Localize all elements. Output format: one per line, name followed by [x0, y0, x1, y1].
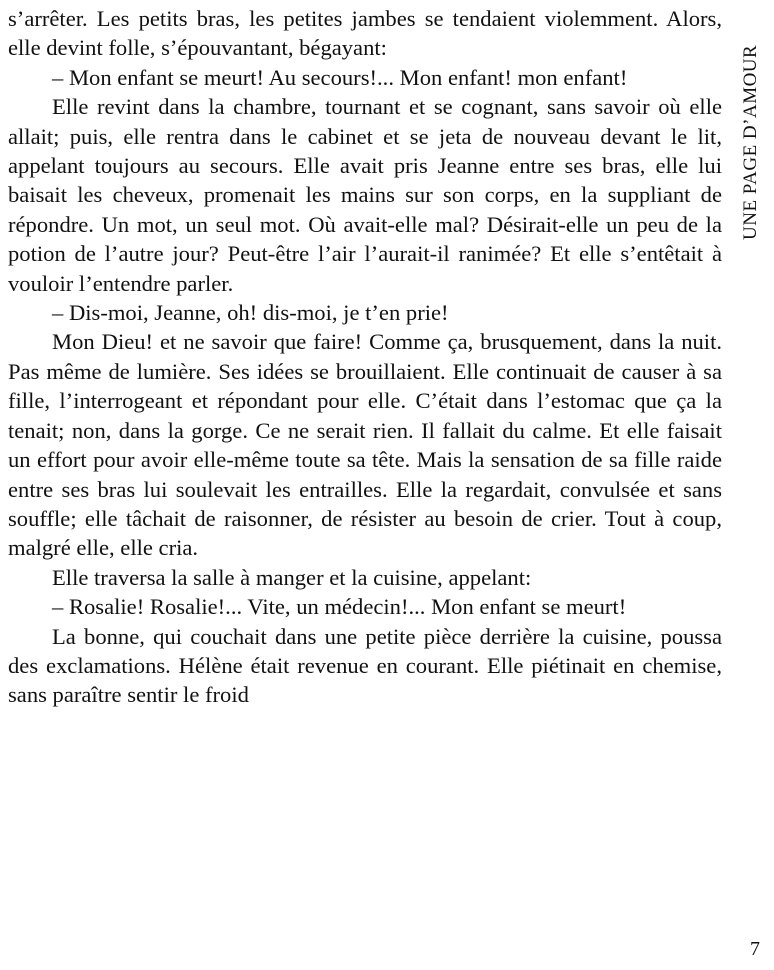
- running-head: UNE PAGE D’AMOUR: [740, 44, 761, 240]
- body-text: [8, 4, 722, 710]
- paragraph-3: Elle revint dans la chambre, tournant et se cognant, sans savoir où elle allait; puis, elle rentra dans le cabinet et se jeta de nouveau devant le lit, appelant toujours au secours. Elle avait pris Jeanne entre ses bras, elle lui baisait les cheveux, promenait les mains sur son corps, en la suppliant de répondre. Un mot, un seul mot. Où avait-elle mal? Désirait-elle un peu de la potion de l’autre jour? Peut-être l’air l’aurait-il ranimée? Et elle s’entêtait à vouloir l’entendre parler.: [8, 94, 722, 296]
- paragraph-7: – Rosalie! Rosalie!... Vite, un médecin!... Mon enfant se meurt!: [52, 594, 627, 620]
- paragraph-4: – Dis-moi, Jeanne, oh! dis-moi, je t’en prie!: [52, 300, 449, 326]
- paragraph-2: – Mon enfant se meurt! Au secours!... Mon enfant! mon enfant!: [52, 64, 628, 90]
- page-number: 7: [750, 938, 760, 960]
- paragraph-8: La bonne, qui couchait dans une petite pièce derrière la cuisine, poussa des exclamations. Hélène était revenue en courant. Elle piétinait en chemise, sans paraître sentir le froid: [8, 623, 722, 708]
- paragraph-6: Elle traversa la salle à manger et la cuisine, appelant:: [52, 564, 532, 590]
- paragraph-5: Mon Dieu! et ne savoir que faire! Comme ça, brusquement, dans la nuit. Pas même de lumière. Ses idées se brouillaient. Elle continuait de causer à sa fille, l’interrogeant et répondant pour elle. C’était dans l’estomac que ça la tenait; non, dans la gorge. Ce ne serait rien. Il fallait du calme. Et elle faisait un effort pour avoir elle-même toute sa tête. Mais la sensation de sa fille raide entre ses bras lui soulevait les entrailles. Elle la regardait, convulsée et sans souffle; elle tâchait de raisonner, de résister au besoin de crier. Tout à coup, malgré elle, elle cria.: [8, 329, 722, 561]
- paragraph-1: s’arrêter. Les petits bras, les petites jambes se tendaient violemment. Alors, elle devint folle, s’épouvantant, bégayant:: [8, 6, 722, 61]
